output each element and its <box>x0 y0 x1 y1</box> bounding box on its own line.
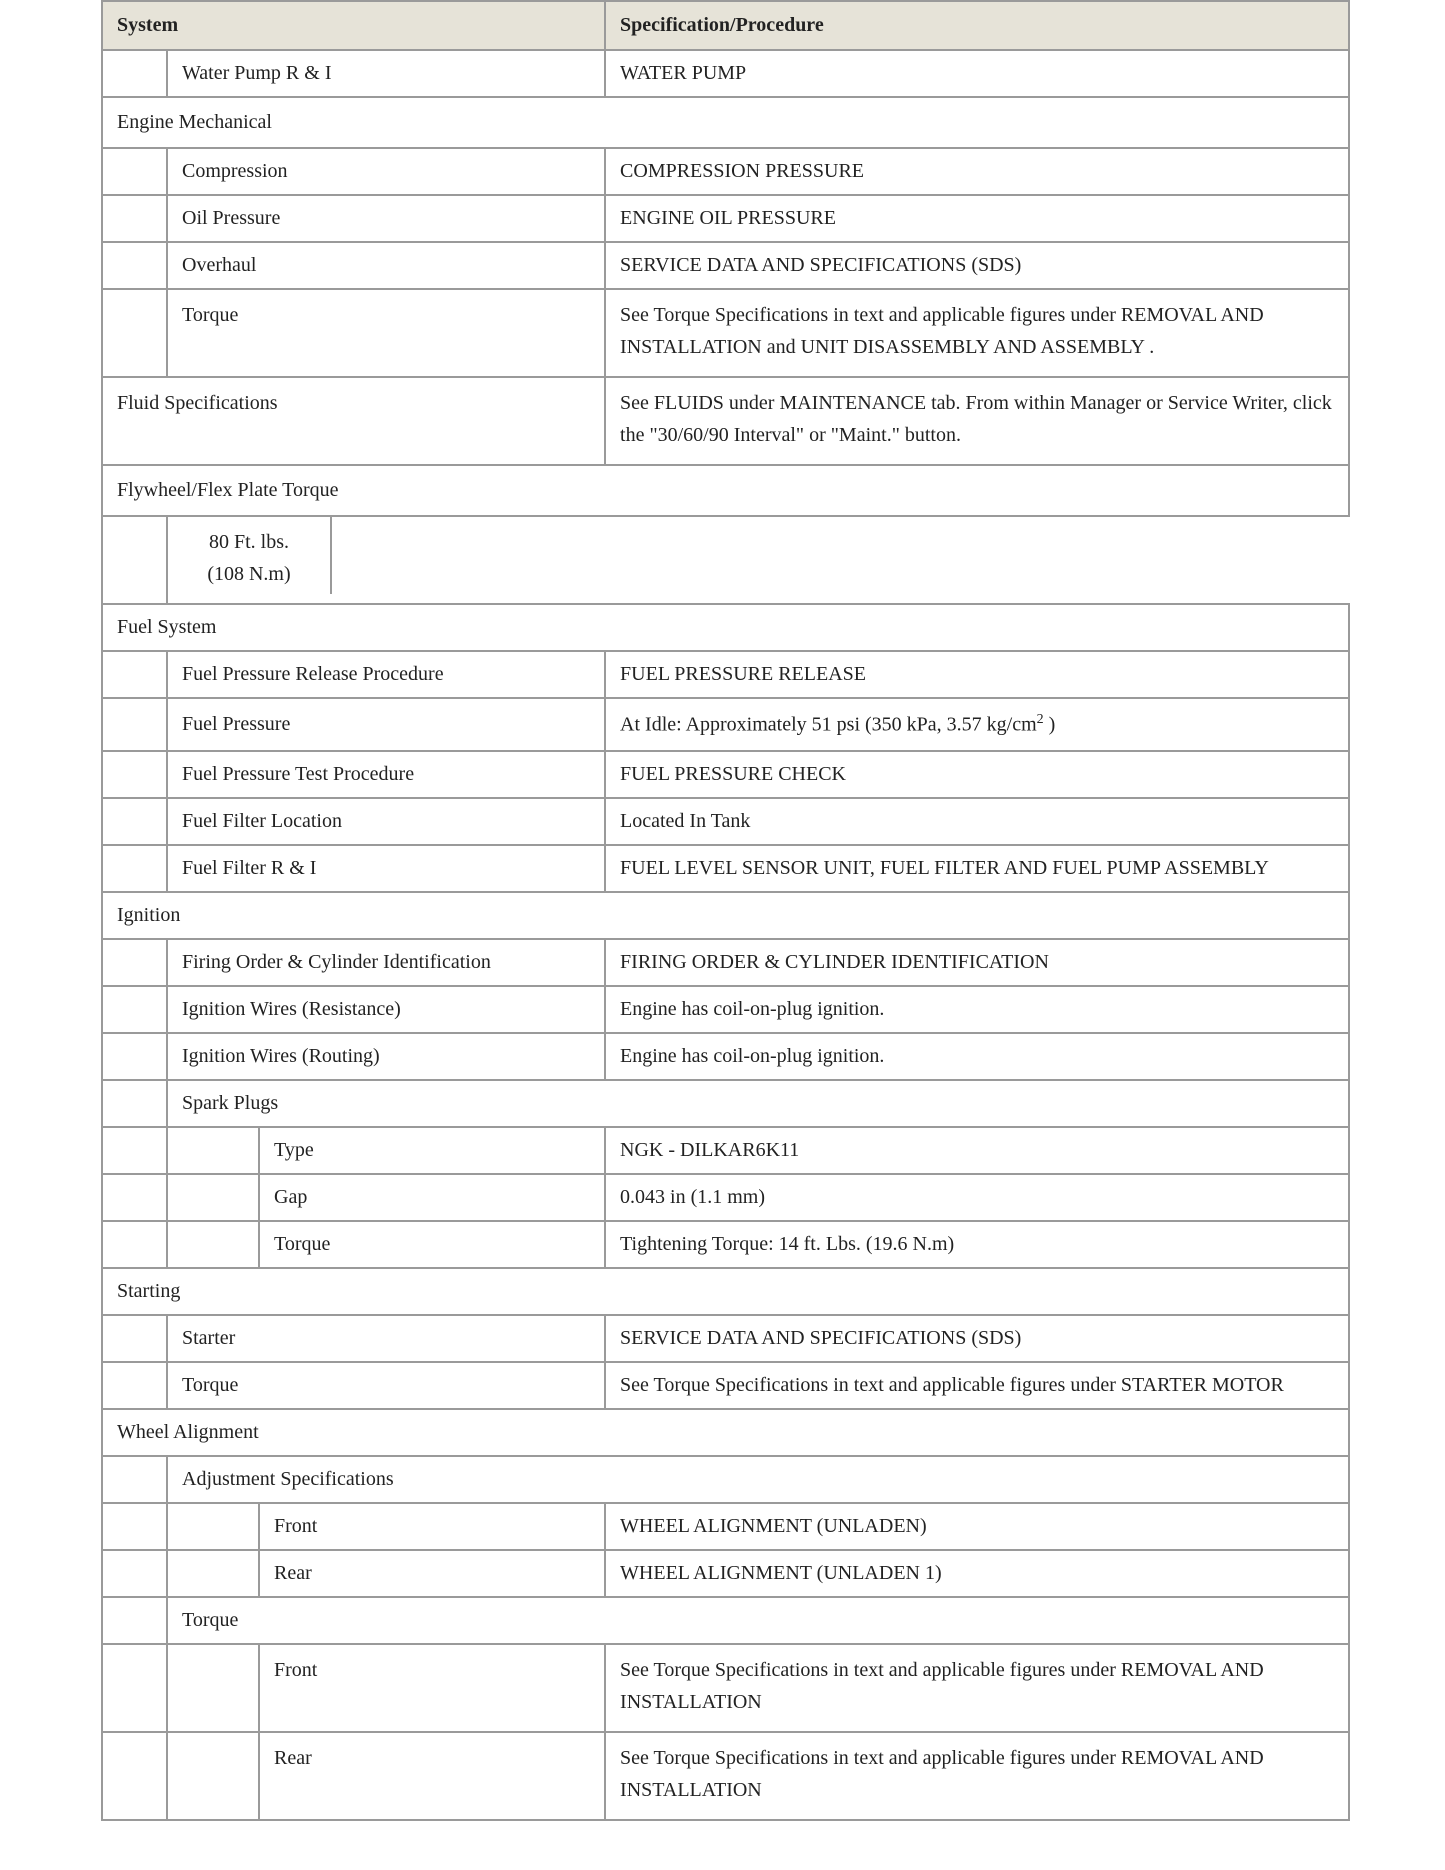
row-label: Overhaul <box>167 242 605 289</box>
table-row <box>102 289 1349 377</box>
indent-cell <box>102 751 167 798</box>
flywheel-value-line1: 80 Ft. lbs. <box>208 531 290 553</box>
section-label: Engine Mechanical <box>102 97 1349 148</box>
row-value: WHEEL ALIGNMENT (UNLADEN) <box>605 1503 1349 1550</box>
row-label: Fluid Specifications <box>102 377 605 465</box>
indent-cell <box>102 1456 167 1503</box>
indent-cell <box>167 1644 259 1732</box>
row-label: Compression <box>167 148 605 195</box>
table-row <box>102 195 1349 242</box>
table-row <box>102 651 1349 698</box>
row-value: FUEL PRESSURE RELEASE <box>605 651 1349 698</box>
fuel-pressure-end: ) <box>1043 713 1056 736</box>
row-value <box>605 698 1349 751</box>
row-value: SERVICE DATA AND SPECIFICATIONS (SDS) <box>605 1315 1349 1362</box>
section-label: Fuel System <box>102 604 1349 651</box>
row-value: See Torque Specifications in text and applicable figures under REMOVAL AND INSTALLATION and UNIT DISASSEMBLY AND ASSEMBLY . <box>605 289 1349 377</box>
row-label: Rear <box>259 1550 605 1597</box>
row-value: COMPRESSION PRESSURE <box>605 148 1349 195</box>
row-label: Fuel Filter R & I <box>167 845 605 892</box>
indent-cell <box>102 1597 167 1644</box>
indent-cell <box>102 1080 167 1127</box>
table-row <box>102 1732 1349 1820</box>
table-row <box>102 798 1349 845</box>
fuel-pressure-sup: 2 <box>1036 712 1044 728</box>
indent-cell <box>102 986 167 1033</box>
row-label: Gap <box>259 1174 605 1221</box>
row-value: 0.043 in (1.1 mm) <box>605 1174 1349 1221</box>
table-row <box>102 1174 1349 1221</box>
subsection-row <box>102 1456 1349 1503</box>
table-row <box>102 845 1349 892</box>
section-row <box>102 892 1349 939</box>
row-label: Fuel Pressure Release Procedure <box>167 651 605 698</box>
row-value: NGK - DILKAR6K11 <box>605 1127 1349 1174</box>
row-label: Type <box>259 1127 605 1174</box>
indent-cell <box>102 50 167 97</box>
row-label: Water Pump R & I <box>167 50 605 97</box>
row-label: Starter <box>167 1315 605 1362</box>
indent-cell <box>167 1127 259 1174</box>
table-row <box>102 1127 1349 1174</box>
row-value: Located In Tank <box>605 798 1349 845</box>
table-row <box>102 698 1349 751</box>
table-row <box>102 1315 1349 1362</box>
indent-cell <box>102 1644 167 1732</box>
indent-cell <box>102 289 167 377</box>
subsection-row <box>102 1080 1349 1127</box>
fuel-pressure-main: At Idle: Approximately 51 psi (350 kPa, 3.57 kg/cm <box>620 713 1037 736</box>
indent-cell <box>102 195 167 242</box>
header-spec: Specification/Procedure <box>605 1 1349 50</box>
row-label: Torque <box>259 1221 605 1268</box>
indent-cell <box>102 798 167 845</box>
row-value: FUEL LEVEL SENSOR UNIT, FUEL FILTER AND FUEL PUMP ASSEMBLY <box>605 845 1349 892</box>
table-row <box>102 1033 1349 1080</box>
header-system: System <box>102 1 605 50</box>
row-value: See FLUIDS under MAINTENANCE tab. From within Manager or Service Writer, click the "30/60/90 Interval" or "Maint." button. <box>605 377 1349 465</box>
indent-cell <box>102 845 167 892</box>
section-row <box>102 1268 1349 1315</box>
subsection-row <box>102 1597 1349 1644</box>
indent-cell <box>102 1503 167 1550</box>
table-row <box>102 1644 1349 1732</box>
section-label: Ignition <box>102 892 1349 939</box>
table-row <box>102 148 1349 195</box>
indent-cell <box>102 939 167 986</box>
flywheel-value-cell <box>167 516 605 604</box>
row-value: Tightening Torque: 14 ft. Lbs. (19.6 N.m) <box>605 1221 1349 1268</box>
indent-cell <box>102 242 167 289</box>
row-value: See Torque Specifications in text and applicable figures under REMOVAL AND INSTALLATION <box>605 1644 1349 1732</box>
section-row <box>102 465 1349 516</box>
flywheel-value-line2: (108 N.m) <box>207 563 291 585</box>
row-label: Front <box>259 1644 605 1732</box>
section-row <box>102 1409 1349 1456</box>
indent-cell <box>102 1033 167 1080</box>
indent-cell <box>102 1127 167 1174</box>
indent-cell <box>167 1732 259 1820</box>
indent-cell <box>102 651 167 698</box>
row-value: Engine has coil-on-plug ignition. <box>605 1033 1349 1080</box>
indent-cell <box>102 1732 167 1820</box>
row-label: Fuel Pressure <box>167 698 605 751</box>
section-label: Wheel Alignment <box>102 1409 1349 1456</box>
flywheel-blank-cell <box>605 516 1349 604</box>
table-header-row <box>102 1 1349 50</box>
indent-cell <box>167 1550 259 1597</box>
section-row <box>102 97 1349 148</box>
indent-cell <box>102 1362 167 1409</box>
row-label: Ignition Wires (Resistance) <box>167 986 605 1033</box>
indent-cell <box>102 148 167 195</box>
table-row <box>102 242 1349 289</box>
table-row <box>102 516 1349 604</box>
subsection-label: Spark Plugs <box>167 1080 1349 1127</box>
row-value: FUEL PRESSURE CHECK <box>605 751 1349 798</box>
indent-cell <box>102 1315 167 1362</box>
table-row <box>102 377 1349 465</box>
row-label: Rear <box>259 1732 605 1820</box>
section-label: Flywheel/Flex Plate Torque <box>102 465 1349 516</box>
indent-cell <box>102 1221 167 1268</box>
subsection-label: Adjustment Specifications <box>167 1456 1349 1503</box>
indent-cell <box>167 1503 259 1550</box>
indent-cell <box>167 1174 259 1221</box>
row-label: Ignition Wires (Routing) <box>167 1033 605 1080</box>
subsection-label: Torque <box>167 1597 1349 1644</box>
table-row <box>102 751 1349 798</box>
indent-cell <box>102 1174 167 1221</box>
row-label: Torque <box>167 289 605 377</box>
spec-table <box>101 0 1350 1821</box>
row-value: WHEEL ALIGNMENT (UNLADEN 1) <box>605 1550 1349 1597</box>
indent-cell <box>102 1550 167 1597</box>
row-label: Oil Pressure <box>167 195 605 242</box>
table-row <box>102 939 1349 986</box>
table-row <box>102 1503 1349 1550</box>
section-label: Starting <box>102 1268 1349 1315</box>
row-label: Fuel Pressure Test Procedure <box>167 751 605 798</box>
table-row <box>102 1221 1349 1268</box>
row-value: See Torque Specifications in text and applicable figures under REMOVAL AND INSTALLATION <box>605 1732 1349 1820</box>
row-value: SERVICE DATA AND SPECIFICATIONS (SDS) <box>605 242 1349 289</box>
row-value: ENGINE OIL PRESSURE <box>605 195 1349 242</box>
table-row <box>102 1362 1349 1409</box>
indent-cell <box>102 516 167 604</box>
indent-cell <box>102 698 167 751</box>
table-row <box>102 1550 1349 1597</box>
row-value: FIRING ORDER & CYLINDER IDENTIFICATION <box>605 939 1349 986</box>
row-value: Engine has coil-on-plug ignition. <box>605 986 1349 1033</box>
flywheel-value-box <box>168 517 332 594</box>
indent-cell <box>167 1221 259 1268</box>
row-label: Torque <box>167 1362 605 1409</box>
row-label: Front <box>259 1503 605 1550</box>
table-row <box>102 986 1349 1033</box>
row-value: WATER PUMP <box>605 50 1349 97</box>
section-row <box>102 604 1349 651</box>
row-label: Firing Order & Cylinder Identification <box>167 939 605 986</box>
row-label: Fuel Filter Location <box>167 798 605 845</box>
table-row <box>102 50 1349 97</box>
row-value: See Torque Specifications in text and applicable figures under STARTER MOTOR <box>605 1362 1349 1409</box>
